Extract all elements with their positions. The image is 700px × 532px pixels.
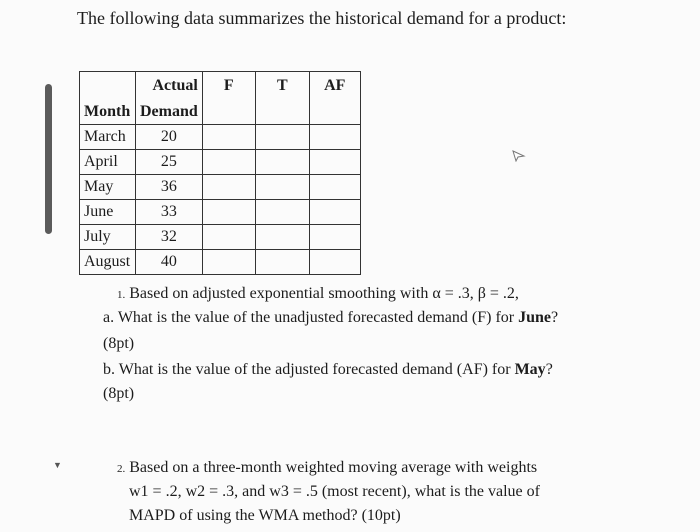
- t-cell: [255, 175, 309, 200]
- header-f: F: [202, 72, 255, 100]
- question-1b: [103, 358, 553, 382]
- table-row: [80, 225, 361, 250]
- t-cell: [255, 150, 309, 175]
- table-row: [80, 150, 361, 175]
- question-2-number: 2.: [117, 463, 126, 475]
- question-1b-points: (8pt): [103, 385, 135, 402]
- month-cell: April: [80, 150, 136, 175]
- mouse-cursor-icon: [512, 150, 526, 162]
- t-cell: [255, 200, 309, 225]
- header-t-blank: [255, 100, 309, 125]
- header-month: Month: [80, 100, 136, 125]
- question-1a-suffix: ?: [551, 309, 559, 326]
- table-header-row: [80, 72, 361, 100]
- demand-cell: 33: [136, 200, 203, 225]
- question-2-intro: [117, 456, 537, 481]
- page-title: The following data summarizes the historical demand for a product:: [77, 8, 567, 28]
- af-cell: [309, 225, 360, 250]
- header-af: AF: [309, 72, 360, 100]
- demand-cell: 36: [136, 175, 203, 200]
- question-1-number: 1.: [117, 289, 126, 301]
- demand-cell: 20: [136, 125, 203, 150]
- bullet-marker: ▼: [53, 460, 62, 470]
- f-cell: [202, 200, 255, 225]
- f-cell: [202, 150, 255, 175]
- f-cell: [202, 250, 255, 275]
- demand-table: [79, 71, 361, 275]
- table-row: [80, 125, 361, 150]
- table-row: [80, 200, 361, 225]
- question-1b-prefix: b. What is the value of the adjusted forecasted demand (AF) for: [103, 361, 515, 378]
- question-1a: [103, 306, 558, 330]
- table-row: [80, 250, 361, 275]
- question-1b-month: May: [514, 361, 546, 378]
- af-cell: [309, 175, 360, 200]
- question-1a-prefix: a. What is the value of the unadjusted forecasted demand (F) for: [103, 309, 519, 326]
- month-cell: July: [80, 225, 136, 250]
- question-1a-month: June: [518, 309, 552, 326]
- af-cell: [309, 250, 360, 275]
- t-cell: [255, 125, 309, 150]
- question-1-text: Based on adjusted exponential smoothing with α = .3, β = .2,: [129, 285, 519, 302]
- month-cell: May: [80, 175, 136, 200]
- f-cell: [202, 225, 255, 250]
- header-demand: Demand: [136, 100, 203, 125]
- f-cell: [202, 175, 255, 200]
- question-2-line-3: MAPD of using the WMA method? (10pt): [129, 507, 401, 524]
- demand-cell: 40: [136, 250, 203, 275]
- table-header-row-2: [80, 100, 361, 125]
- table-row: [80, 175, 361, 200]
- question-2-line-2: w1 = .2, w2 = .3, and w3 = .5 (most recent), what is the value of: [129, 483, 540, 500]
- month-cell: June: [80, 200, 136, 225]
- header-af-blank: [309, 100, 360, 125]
- header-month-top: [80, 72, 136, 100]
- question-1a-points: (8pt): [103, 335, 135, 352]
- t-cell: [255, 225, 309, 250]
- scrollbar-thumb[interactable]: [45, 84, 52, 234]
- question-1-intro: [117, 282, 519, 307]
- question-2-line-1: Based on a three-month weighted moving average with weights: [129, 459, 538, 476]
- header-f-blank: [202, 100, 255, 125]
- month-cell: August: [80, 250, 136, 275]
- af-cell: [309, 125, 360, 150]
- af-cell: [309, 150, 360, 175]
- f-cell: [202, 125, 255, 150]
- af-cell: [309, 200, 360, 225]
- demand-cell: 25: [136, 150, 203, 175]
- question-1b-suffix: ?: [545, 361, 553, 378]
- header-t: T: [255, 72, 309, 100]
- month-cell: March: [80, 125, 136, 150]
- header-actual: Actual: [136, 72, 203, 100]
- demand-cell: 32: [136, 225, 203, 250]
- t-cell: [255, 250, 309, 275]
